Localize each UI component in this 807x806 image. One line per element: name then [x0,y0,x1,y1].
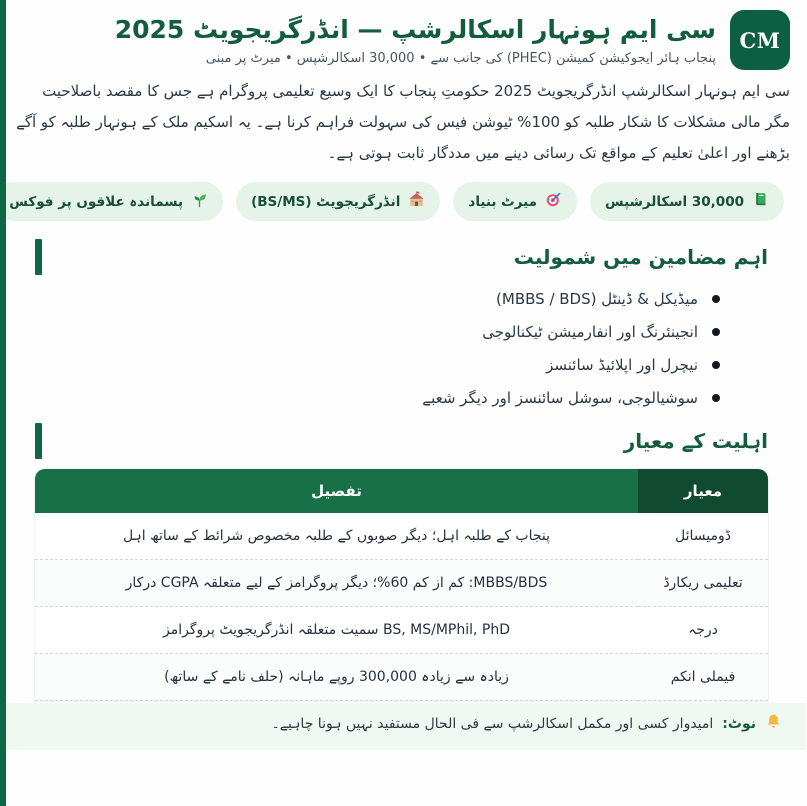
column-header-criteria: معیار [639,469,769,513]
eligibility-heading: اہلیت کے معیار [624,429,769,454]
criteria-cell: ڈومیسائل [639,513,769,560]
note-text: امیدوار کسی اور مکمل اسکالرشپ سے فی الحال مستفید نہیں ہونا چاہیے۔ [272,715,715,732]
table-header-row [36,469,769,513]
table-row [36,560,769,607]
subject-item [14,290,721,308]
badge-merit-based [454,182,578,221]
subject-item [14,389,721,407]
dart-target-icon [546,191,563,212]
page-header [14,10,791,70]
table-row [36,513,769,560]
green-book-icon [753,191,770,212]
detail-cell: MBBS/BDS: کم از کم 60%؛ دیگر پروگرامز کے لیے متعلقہ CGPA درکار [36,560,639,607]
bell-icon [766,713,783,734]
table-row [36,654,769,701]
subjects-section-header [36,239,769,275]
page-title: سی ایم ہونہار اسکالرشپ — انڈرگریجویٹ 2025 [115,14,717,44]
left-accent-bar [0,0,7,806]
eligibility-table-wrap [36,469,769,701]
badge-label: 30,000 اسکالرشپس [606,193,745,210]
intro-paragraph: سی ایم ہونہار اسکالرشپ انڈرگریجویٹ 2025 حکومتِ پنجاب کا ایک وسیع تعلیمی پروگرام ہے جس کا مقصد باصلاحیت مگر مالی مشکلات کا شکار طلبہ کو 100% ٹیوشن فیس کی سہولت فراہم کرنا ہے۔ یہ اسکیم ملک کے ہونہار طلبہ کو آگے بڑھنے اور اعلیٰ تعلیم کے مواقع تک رسائی دینے میں مددگار ثابت ہوتی ہے۔ [17,82,791,162]
detail-cell: زیادہ سے زیادہ 300,000 روپے ماہانہ (حلف نامے کے ساتھ) [36,654,639,701]
school-icon [409,191,426,212]
criteria-cell: فیملی انکم [639,654,769,701]
section-accent-bar [36,239,43,275]
footer-note [0,703,807,750]
subject-label: انجینئرنگ اور انفارمیشن ٹیکنالوجی [483,323,699,342]
stat-badges-row [10,182,785,221]
seedling-icon [192,191,209,212]
title-block [14,14,717,67]
bullet-dot [713,361,721,369]
badge-label: میرٹ بنیاد [469,193,539,210]
subject-item [14,323,721,341]
badge-undergraduate [237,182,441,221]
section-accent-bar [36,423,43,459]
subject-label: میڈیکل & ڈینٹل (MBBS / BDS) [497,290,699,309]
subjects-list [14,290,721,407]
eligibility-table [36,469,769,701]
criteria-cell: درجہ [639,607,769,654]
cm-logo-badge [731,10,791,70]
page-subtitle: پنجاب ہائر ایجوکیشن کمیشن (PHEC) کی جانب سے • 30,000 اسکالرشپس • میرٹ پر مبنی [206,51,717,67]
detail-cell: پنجاب کے طلبہ اہل؛ دیگر صوبوں کے طلبہ مخصوص شرائط کے ساتھ اہل [36,513,639,560]
badge-label: انڈرگریجویٹ (BS/MS) [252,193,402,210]
bullet-dot [713,295,721,303]
subject-label: سوشیالوجی، سوشل سائنسز اور دیگر شعبے [423,389,699,408]
eligibility-section-header [36,423,769,459]
column-header-detail: تفصیل [36,469,639,513]
subject-label: نیچرل اور اپلائیڈ سائنسز [547,356,699,375]
badge-label: پسماندہ علاقوں پر فوکس [10,193,185,210]
note-label: نوٹ: [723,715,757,732]
badge-underserved-focus [0,182,224,221]
bullet-dot [713,328,721,336]
badge-scholarships-count [591,182,785,221]
detail-cell: BS, MS/MPhil, PhD سمیت متعلقہ انڈرگریجویٹ پروگرامز [36,607,639,654]
criteria-cell: تعلیمی ریکارڈ [639,560,769,607]
subjects-heading: اہم مضامین میں شمولیت [514,245,769,270]
bullet-dot [713,394,721,402]
subject-item [14,356,721,374]
table-row [36,607,769,654]
cm-logo-text: CM [740,27,782,53]
